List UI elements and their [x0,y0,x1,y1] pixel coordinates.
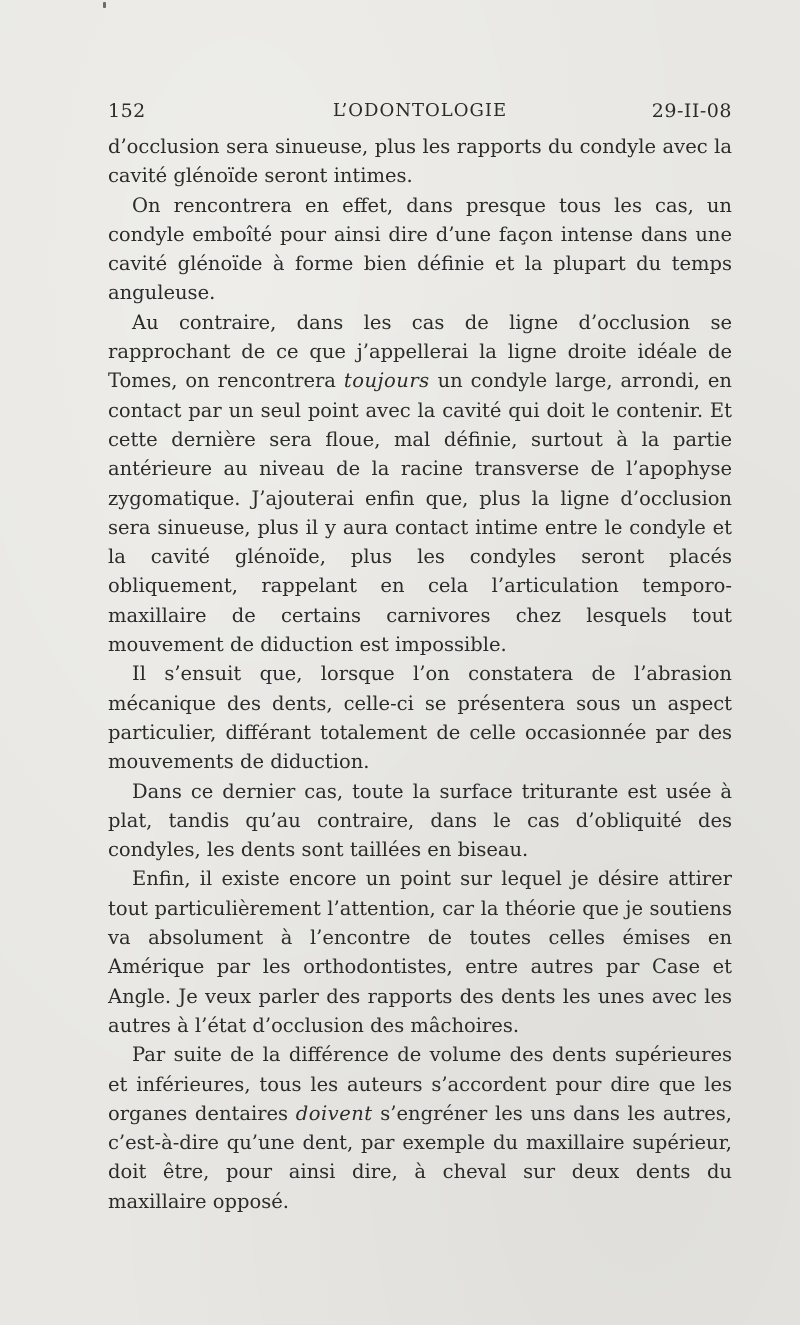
page-number: 152 [108,100,146,122]
paragraph-text: un condyle large, arrondi, en contact par un seul point avec la cavité qui doit le contenir. Et cette dernière sera floue, mal définie, surtout à la partie antérieure au niveau de la racine transverse de l’apophyse zygomatique. J’ajouterai enfin que, plus la ligne d’occlusion sera sinueuse, plus il y aura contact intime entre le condyle et la cavité glénoïde, plus les condyles seront placés obliquement, rappelant en cela l’articulation temporo-maxillaire de certains carnivores chez lesquels tout mouvement de diduction est impossible. [108,369,732,657]
running-title: L’ODONTOLOGIE [332,100,508,121]
paragraph-text: Il s’ensuit que, lorsque l’on constatera de l’abrasion mécanique des dents, celle-ci se présentera sous un aspect particulier, différant totalement de celle occasionnée par des mouvements de diduction. [108,662,732,774]
paragraph-text: Enfin, il existe encore un point sur lequel je désire attirer tout particulièrement l’attention, car la théorie que je soutiens va absolument à l’encontre de toutes celles émises en Amérique par les orthodontistes, entre autres par Case et Angle. Je veux parler des rapports des dents les unes avec les autres à l’état d’occlusion des mâchoires. [108,867,732,1037]
paragraph-text: s’engréner les uns dans les autres, c’est-à-dire qu’une dent, par exemple du maxillaire supérieur, doit être, pour ainsi dire, à cheval sur deux dents du maxillaire opposé. [108,1101,733,1213]
print-speck [103,2,106,8]
paragraph-text: Dans ce dernier cas, toute la surface triturante est usée à plat, tandis qu’au contraire, dans le cas d’obliquité des condyles, les dents sont taillées en biseau. [108,779,732,862]
paragraph-text: On rencontrera en effet, dans presque tous les cas, un condyle emboîté pour ainsi dire d’une façon intense dans une cavité glénoïde à forme bien définie et la plupart du temps anguleuse. [108,193,732,305]
emphasis-text: doivent [295,1101,373,1125]
body-text [108,132,732,1216]
paragraph [108,864,732,1040]
paragraph-text: Par suite de la différence de volume des dents supérieures et inférieures, tous les auteurs s’accordent pour dire que les organes dentaires [108,1043,732,1125]
emphasis-text: toujours [343,369,430,393]
paragraph [108,132,732,191]
issue-date: 29-II-08 [651,100,732,122]
paragraph [108,191,732,308]
paragraph [108,659,732,776]
page-header [108,98,732,124]
paragraph-text: Au contraire, dans les cas de ligne d’occlusion se rapprochant de ce que j’appellerai la ligne droite idéale de Tomes, on rencontrera [108,310,732,393]
paragraph [108,308,732,660]
paragraph [108,777,732,865]
paragraph-text: d’occlusion sera sinueuse, plus les rapports du condyle avec la cavité glénoïde seront intimes. [108,135,732,188]
paragraph [108,1040,732,1216]
